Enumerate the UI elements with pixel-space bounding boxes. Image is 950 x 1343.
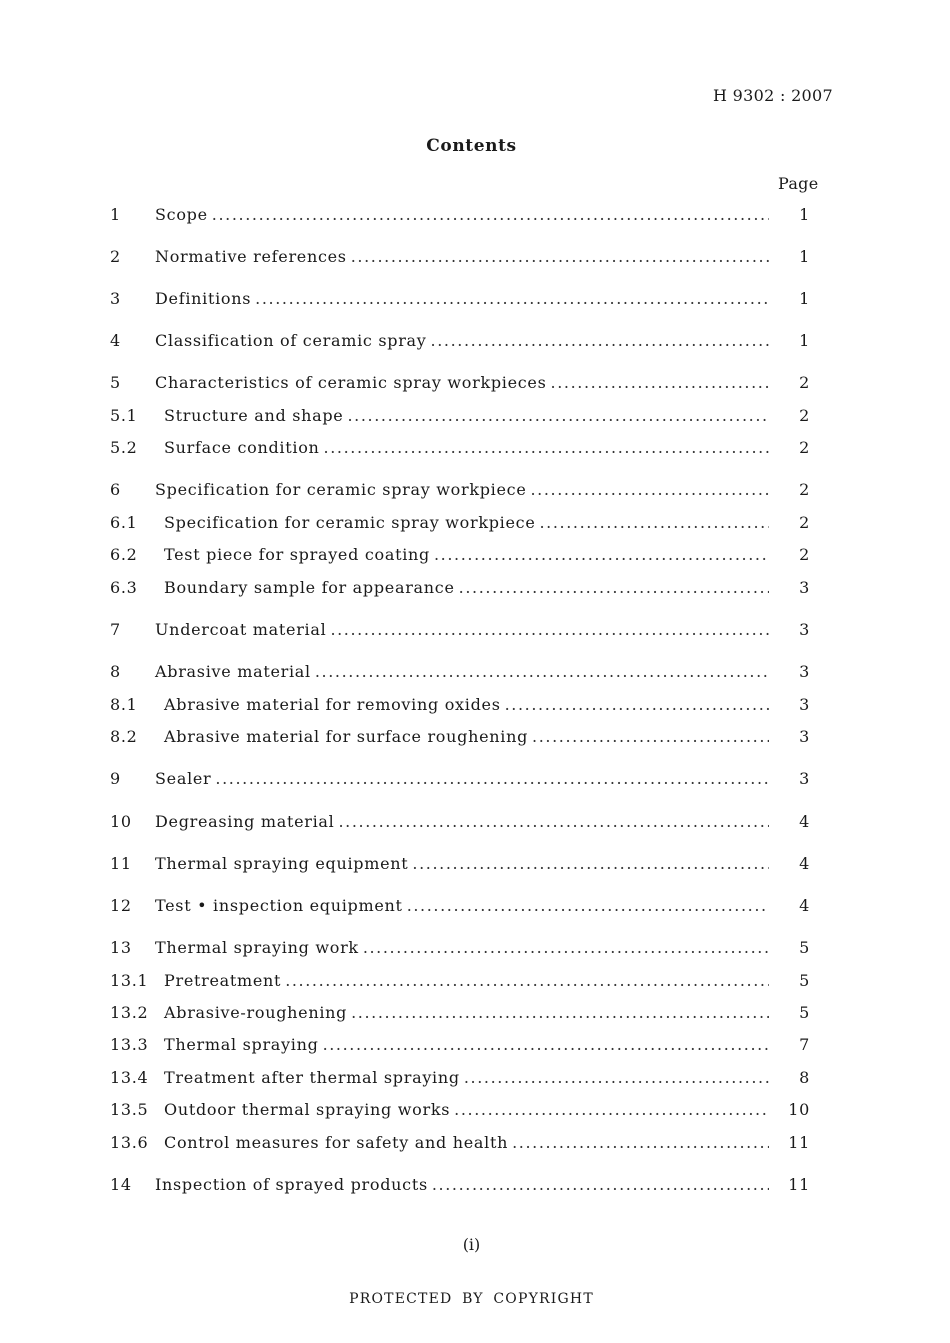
toc-entry-label: Characteristics of ceramic spray workpieces [155,373,547,392]
dot-leader [215,769,769,788]
toc-entry-label: Pretreatment [164,971,282,990]
toc-entry-number: 3 [110,289,121,308]
toc-entry-page: 4 [799,812,810,831]
toc-entry-label: Scope [155,205,208,224]
toc-entry-label: Definitions [155,289,252,308]
dot-leader [285,971,769,990]
toc-entry-12[interactable] [110,896,810,920]
toc-entry-number: 2 [110,247,121,266]
toc-entry-page: 3 [799,620,810,639]
toc-entry-number: 6 [110,480,121,499]
toc-entry-label: Test piece for sprayed coating [164,545,430,564]
toc-entry-number: 5.1 [110,406,138,425]
dot-leader [407,896,769,915]
toc-entry-number: 14 [110,1175,132,1194]
dot-leader [432,1175,769,1194]
toc-entry-number: 8.1 [110,695,138,714]
toc-entry-number: 13.1 [110,971,149,990]
toc-entry-label: Test • inspection equipment [155,896,403,915]
toc-entry-page: 1 [799,205,810,224]
dot-leader [540,513,770,532]
toc-entry-number: 8 [110,662,121,681]
toc-entry-number: 5 [110,373,121,392]
toc-entry-11[interactable] [110,854,810,878]
dot-leader [431,331,769,350]
toc-entry-number: 13.2 [110,1003,149,1022]
toc-entry-3[interactable] [110,289,810,313]
toc-entry-13[interactable] [110,938,810,962]
toc-entry-page: 2 [799,406,810,425]
toc-entry-label: Degreasing material [155,812,335,831]
toc-entry-label: Sealer [155,769,212,788]
toc-entry-2[interactable] [110,247,810,271]
dot-leader [324,438,769,457]
dot-leader [412,854,769,873]
toc-entry-13-6[interactable] [110,1133,810,1157]
toc-entry-page: 3 [799,578,810,597]
toc-entry-label: Control measures for safety and health [164,1133,509,1152]
toc-entry-page: 5 [799,1003,810,1022]
toc-entry-page: 1 [799,247,810,266]
toc-entry-6[interactable] [110,480,810,504]
toc-entry-label: Surface condition [164,438,320,457]
toc-entry-page: 8 [799,1068,810,1087]
dot-leader [351,247,769,266]
toc-entry-number: 6.1 [110,513,138,532]
toc-entry-page: 4 [799,854,810,873]
toc-entry-page: 2 [799,438,810,457]
toc-entry-label: Abrasive-roughening [164,1003,348,1022]
toc-entry-number: 1 [110,205,121,224]
dot-leader [464,1068,769,1087]
toc-entry-label: Classification of ceramic spray [155,331,427,350]
toc-entry-number: 6.3 [110,578,138,597]
toc-entry-page: 1 [799,289,810,308]
dot-leader [330,620,769,639]
toc-entry-page: 2 [799,545,810,564]
dot-leader [459,578,769,597]
toc-entry-number: 12 [110,896,132,915]
toc-entry-5-1[interactable] [110,406,810,430]
toc-entry-page: 2 [799,513,810,532]
toc-entry-number: 13.3 [110,1035,149,1054]
toc-entry-6-1[interactable] [110,513,810,537]
toc-entry-5-2[interactable] [110,438,810,462]
toc-entry-10[interactable] [110,812,810,836]
toc-entry-number: 5.2 [110,438,138,457]
page-column-label: Page [778,174,819,193]
dot-leader [454,1100,769,1119]
toc-entry-13-4[interactable] [110,1068,810,1092]
toc-entry-page: 3 [799,662,810,681]
dot-leader [315,662,769,681]
toc-entry-number: 4 [110,331,121,350]
toc-entry-page: 3 [799,695,810,714]
toc-entry-label: Boundary sample for appearance [164,578,455,597]
toc-entry-label: Abrasive material for surface roughening [164,727,529,746]
dot-leader [434,545,769,564]
toc-entry-page: 11 [788,1133,810,1152]
toc-entry-number: 6.2 [110,545,138,564]
toc-entry-number: 10 [110,812,132,831]
dot-leader [532,727,769,746]
toc-entry-label: Specification for ceramic spray workpiece [164,513,536,532]
dot-leader [505,695,769,714]
toc-entry-page: 10 [788,1100,810,1119]
toc-entry-page: 7 [799,1035,810,1054]
dot-leader [255,289,769,308]
dot-leader [339,812,770,831]
dot-leader [347,406,769,425]
toc-entry-13-2[interactable] [110,1003,810,1027]
toc-entry-number: 11 [110,854,132,873]
copyright-notice: PROTECTED BY COPYRIGHT [349,1291,594,1307]
toc-entry-label: Normative references [155,247,347,266]
toc-entry-5[interactable] [110,373,810,397]
dot-leader [212,205,769,224]
toc-entry-label: Thermal spraying work [155,938,359,957]
toc-entry-8[interactable] [110,662,810,686]
dot-leader [512,1133,769,1152]
dot-leader [531,480,770,499]
toc-entry-number: 7 [110,620,121,639]
page-folio: (i) [462,1235,481,1254]
toc-entry-number: 13.5 [110,1100,149,1119]
toc-entry-page: 2 [799,373,810,392]
toc-entry-page: 4 [799,896,810,915]
toc-entry-6-2[interactable] [110,545,810,569]
toc-entry-page: 5 [799,971,810,990]
page-title: Contents [426,136,517,156]
toc-entry-14[interactable] [110,1175,810,1199]
toc-entry-label: Outdoor thermal spraying works [164,1100,451,1119]
toc-entry-label: Inspection of sprayed products [155,1175,428,1194]
dot-leader [351,1003,769,1022]
toc-entry-number: 13 [110,938,132,957]
toc-entry-number: 9 [110,769,121,788]
toc-entry-label: Thermal spraying equipment [155,854,409,873]
toc-entry-label: Abrasive material for removing oxides [164,695,501,714]
toc-entry-page: 2 [799,480,810,499]
toc-entry-page: 1 [799,331,810,350]
toc-entry-label: Abrasive material [155,662,311,681]
toc-entry-13-1[interactable] [110,971,810,995]
toc-entry-number: 8.2 [110,727,138,746]
document-id: H 9302 : 2007 [713,86,833,105]
dot-leader [551,373,769,392]
toc-entry-label: Treatment after thermal spraying [164,1068,460,1087]
toc-entry-page: 3 [799,769,810,788]
dot-leader [323,1035,769,1054]
toc-entry-9[interactable] [110,769,810,793]
toc-entry-8-2[interactable] [110,727,810,751]
dot-leader [363,938,769,957]
toc-entry-page: 5 [799,938,810,957]
toc-entry-page: 11 [788,1175,810,1194]
toc-entry-label: Specification for ceramic spray workpiece [155,480,527,499]
toc-entry-label: Thermal spraying [164,1035,319,1054]
toc-entry-8-1[interactable] [110,695,810,719]
toc-entry-label: Undercoat material [155,620,327,639]
toc-entry-label: Structure and shape [164,406,344,425]
toc-entry-13-5[interactable] [110,1100,810,1124]
toc-entry-page: 3 [799,727,810,746]
toc-entry-number: 13.6 [110,1133,149,1152]
toc-entry-7[interactable] [110,620,810,644]
toc-entry-number: 13.4 [110,1068,149,1087]
toc-entry-1[interactable] [110,205,810,229]
toc-entry-6-3[interactable] [110,578,810,602]
toc-entry-4[interactable] [110,331,810,355]
toc-entry-13-3[interactable] [110,1035,810,1059]
